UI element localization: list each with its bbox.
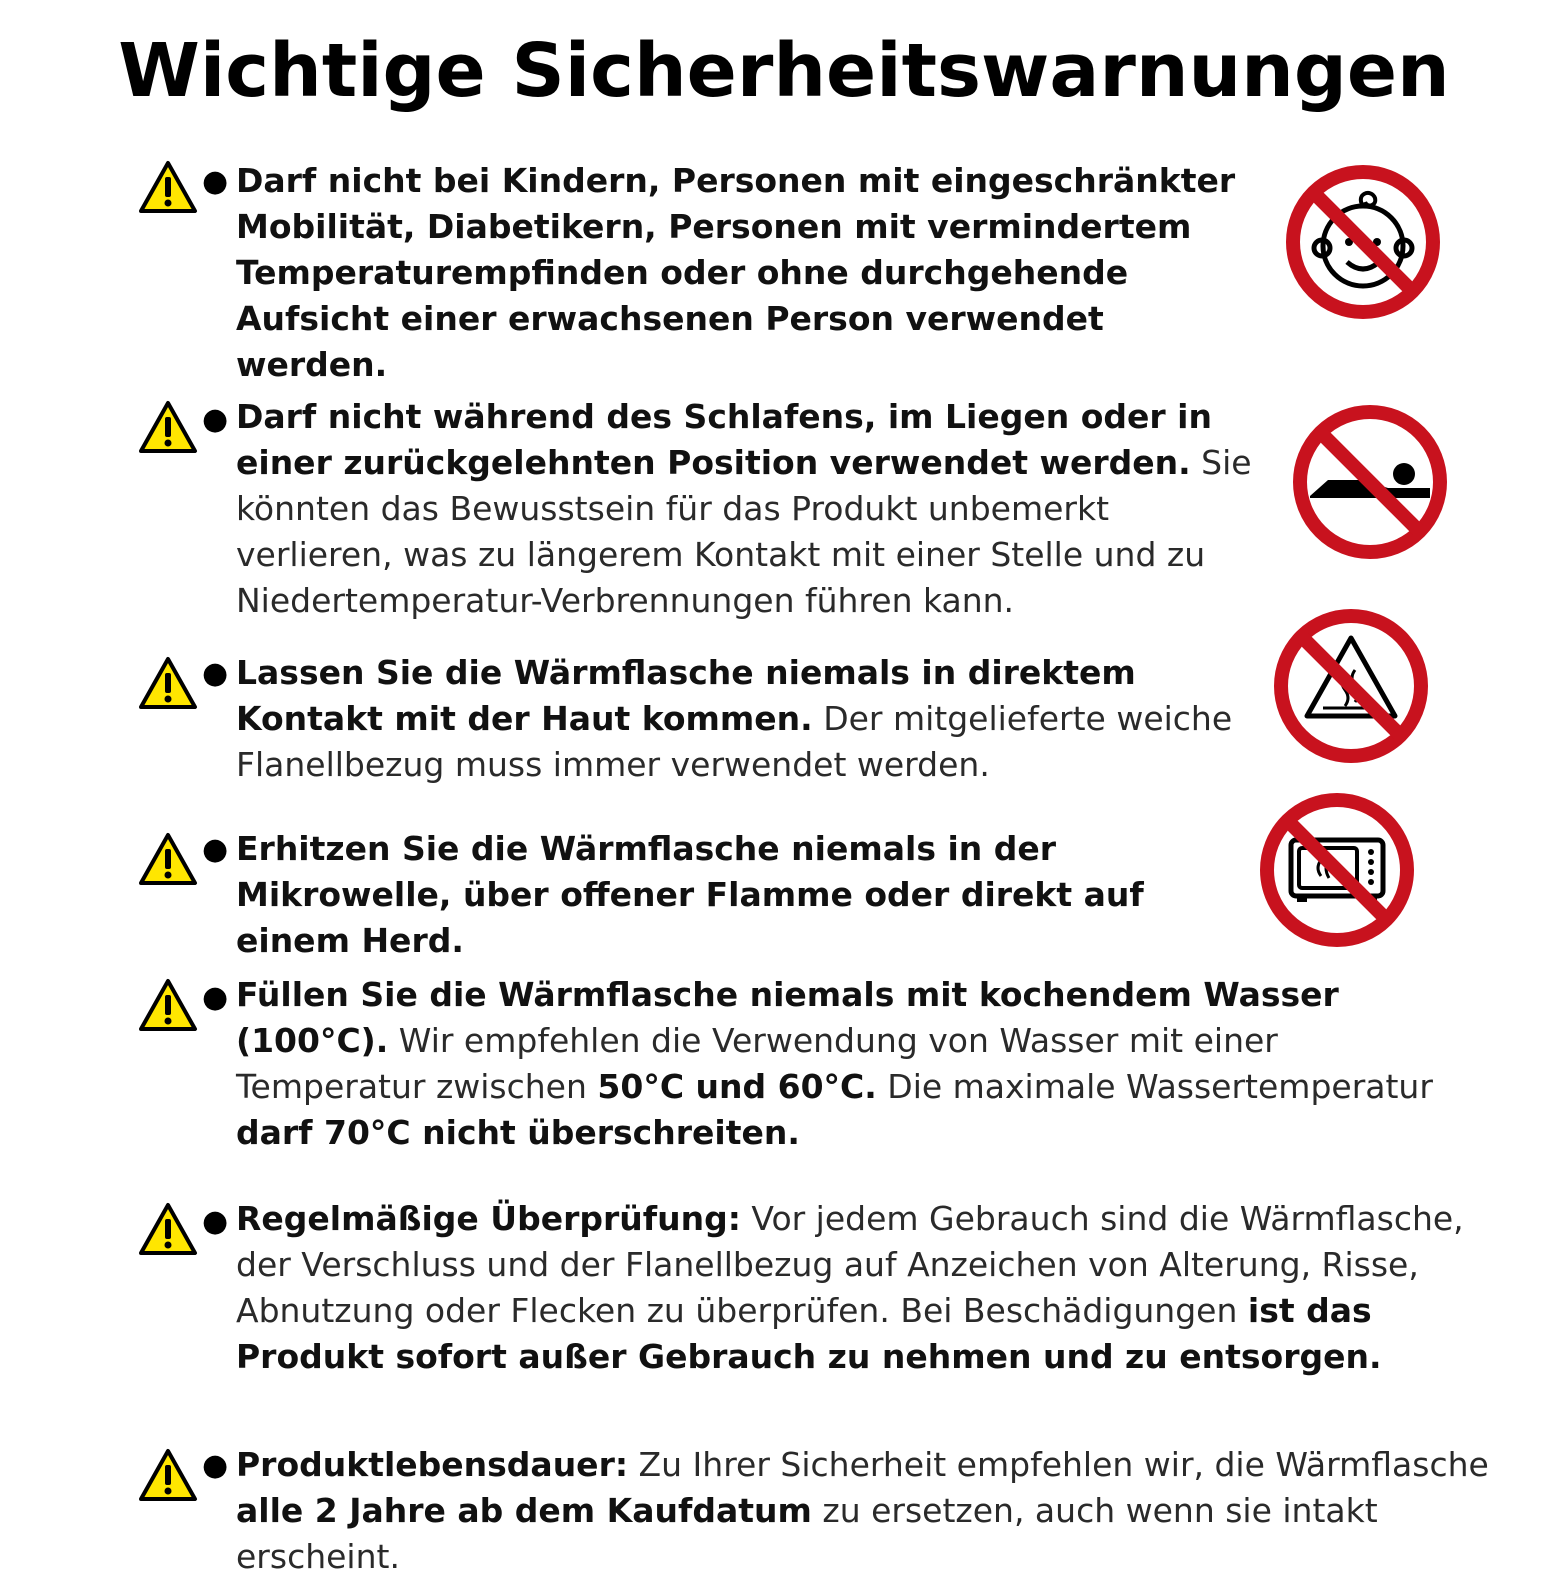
warning-triangle-icon (138, 400, 198, 454)
warning-item-3 (236, 650, 1256, 788)
warning-triangle-icon (138, 1202, 198, 1256)
bullet: ● (202, 656, 229, 691)
warning-item-4-bold: Erhitzen Sie die Wärmflasche niemals in der Mikrowelle, über offener Flamme oder direkt auf einem Herd. (236, 829, 1144, 960)
bullet: ● (202, 832, 229, 867)
bullet: ● (202, 980, 229, 1015)
warning-item-3-bold: Lassen Sie die Wärmflasche niemals in direktem Kontakt mit der Haut kommen. (236, 653, 1136, 738)
warning-item-5-bold-3: darf 70°C nicht überschreiten. (236, 1113, 800, 1152)
warning-item-5-bold: Füllen Sie die Wärmflasche niemals mit kochendem Wasser (100°C). (236, 975, 1339, 1060)
warning-triangle-icon (138, 160, 198, 214)
warning-item-6 (236, 1196, 1466, 1380)
warning-item-7-bold: Produktlebensdauer: (236, 1445, 629, 1484)
bullet: ● (202, 402, 229, 437)
warning-item-7-text-1: Zu Ihrer Sicherheit empfehlen wir, die Wärmflasche (628, 1445, 1489, 1484)
bullet: ● (202, 1448, 229, 1483)
warning-item-5-text-1: Wir empfehlen die Verwendung von Wasser mit einer Temperatur zwischen (236, 1021, 1278, 1106)
warning-item-5-bold-2: 50°C und 60°C. (597, 1067, 877, 1106)
no-microwave-icon (1259, 792, 1415, 948)
warning-item-7-bold-2: alle 2 Jahre ab dem Kaufdatum (236, 1491, 812, 1530)
warning-item-4 (236, 826, 1246, 964)
warning-item-3-text: Der mitgelieferte weiche Flanellbezug muss immer verwendet werden. (236, 699, 1233, 784)
bullet: ● (202, 164, 229, 199)
warning-item-5-text-2: Die maximale Wassertemperatur (876, 1067, 1433, 1106)
warning-triangle-icon (138, 1448, 198, 1502)
warning-item-6-bold-2: ist das Produkt sofort außer Gebrauch zu nehmen und zu entsorgen. (236, 1291, 1382, 1376)
no-lying-down-icon (1292, 404, 1448, 560)
warning-item-2 (236, 394, 1266, 624)
page-title: Wichtige Sicherheitswarnungen (118, 28, 1450, 114)
warning-item-2-bold: Darf nicht während des Schlafens, im Liegen oder in einer zurückgelehnten Position verwendet werden. (236, 397, 1212, 482)
warning-item-6-text-1: Vor jedem Gebrauch sind die Wärmflasche, der Verschluss und der Flanellbezug auf Anzeichen von Alterung, Risse, Abnutzung oder Flecken zu überprüfen. Bei Beschädigungen (236, 1199, 1464, 1330)
no-children-icon (1285, 164, 1441, 320)
warning-triangle-icon (138, 656, 198, 710)
warning-item-6-bold: Regelmäßige Überprüfung: (236, 1199, 741, 1238)
warning-triangle-icon (138, 978, 198, 1032)
warning-item-7 (236, 1442, 1526, 1580)
warning-triangle-icon (138, 832, 198, 886)
warning-item-5 (236, 972, 1476, 1156)
bullet: ● (202, 1204, 229, 1239)
warning-item-2-text: Sie könnten das Bewusstsein für das Produkt unbemerkt verlieren, was zu längerem Kontakt mit einer Stelle und zu Niedertemperatur-Verbrennungen führen kann. (236, 443, 1252, 620)
no-hot-surface-contact-icon (1273, 608, 1429, 764)
warning-item-1 (236, 158, 1266, 388)
warning-item-7-text-2: zu ersetzen, auch wenn sie intakt erscheint. (236, 1491, 1378, 1576)
warning-item-1-bold: Darf nicht bei Kindern, Personen mit eingeschränkter Mobilität, Diabetikern, Personen mit vermindertem Temperaturempfinden oder ohne durchgehende Aufsicht einer erwachsenen Person verwendet werden. (236, 161, 1236, 384)
